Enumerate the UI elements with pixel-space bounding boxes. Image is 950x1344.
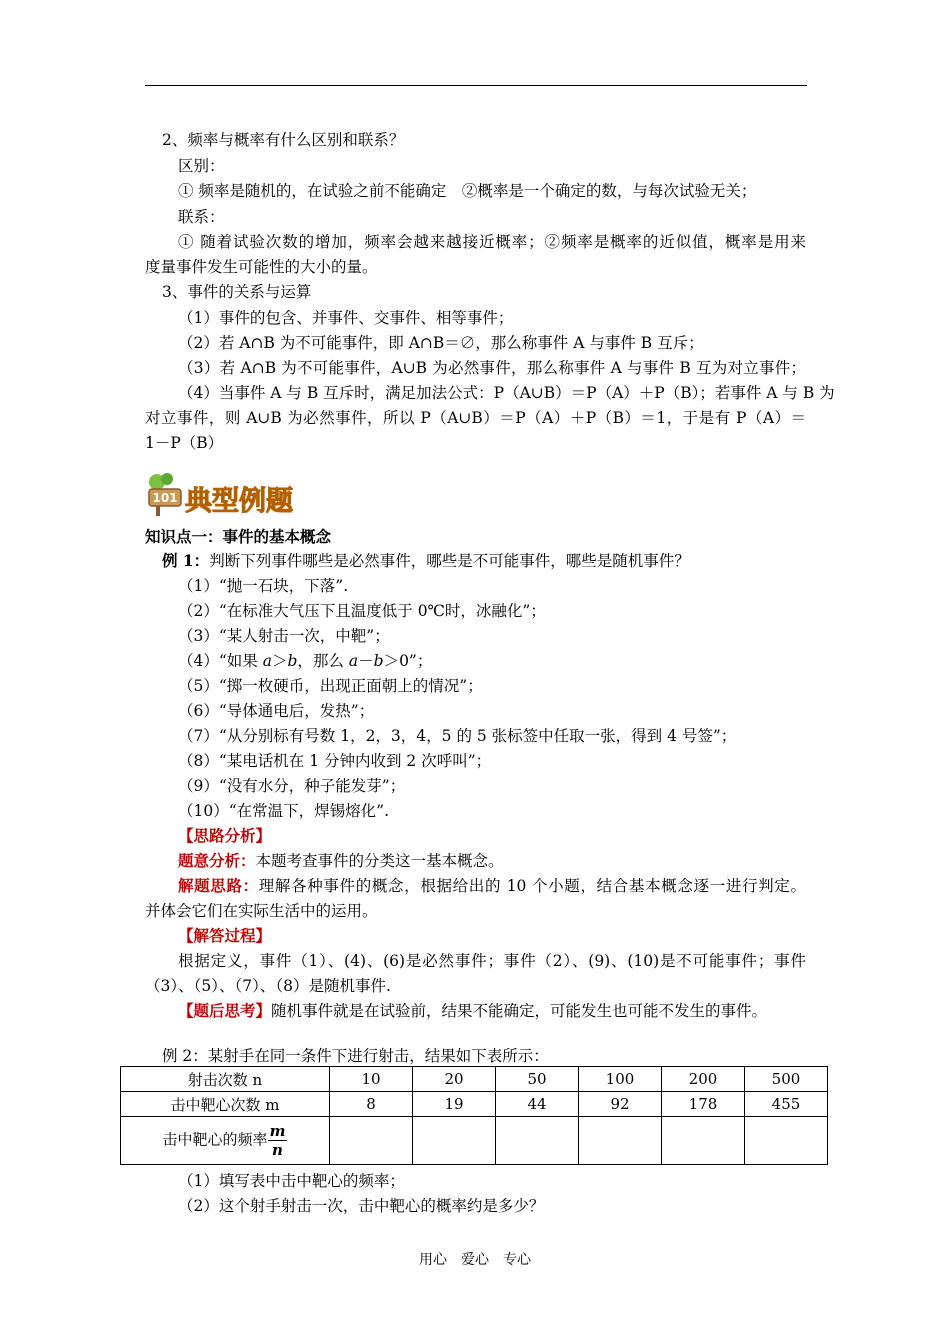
- var-a: a: [348, 652, 359, 670]
- tree-sign-icon: [143, 472, 323, 518]
- solving-idea-line1: [178, 876, 806, 896]
- table-cell-empty: [745, 1117, 828, 1165]
- example-2-question-1: （1）填写表中击中靶心的频率；: [178, 1172, 405, 1190]
- table-cell-empty: [579, 1117, 662, 1165]
- item-4-prefix: （4）“如果: [178, 652, 263, 670]
- meaning-label: 题意分析：: [178, 851, 256, 870]
- q2-link-text-line2: 度量事件发生可能性的大小的量。: [145, 258, 378, 276]
- example-1-item: （6）“导体通电后，发热”；: [178, 702, 375, 720]
- table-cell-empty: [496, 1117, 579, 1165]
- table-cell: 455: [745, 1092, 828, 1117]
- var-b: b: [373, 652, 384, 670]
- table-cell: 100: [579, 1067, 662, 1092]
- table-cell: 19: [413, 1092, 496, 1117]
- table-cell-empty: [330, 1117, 413, 1165]
- reflection: [178, 1001, 767, 1021]
- q3-item-2: （2）若 A∩B 为不可能事件，即 A∩B＝∅，那么称事件 A 与事件 B 互斥；: [178, 334, 704, 352]
- q2-link-label: 联系：: [178, 208, 225, 226]
- example-2-question-2: （2）这个射手射击一次，击中靶心的概率约是多少？: [178, 1197, 545, 1215]
- shooting-results-table: [120, 1066, 828, 1165]
- item-4-middle: ，那么: [297, 652, 349, 670]
- meaning-analysis: [178, 851, 504, 871]
- example-1-item: （7）“从分别标有号数 1，2，3，4，5 的 5 张标签中任取一张，得到 4 号签”；: [178, 727, 737, 745]
- table-row: [121, 1117, 828, 1165]
- table-cell: 178: [662, 1092, 745, 1117]
- idea-text: 理解各种事件的概念，根据给出的 10 个小题，结合基本概念逐一进行判定。: [258, 877, 806, 895]
- analysis-heading: 【思路分析】: [178, 826, 272, 845]
- table-row: [121, 1067, 828, 1092]
- solving-idea-line2: 并体会它们在实际生活中的运用。: [145, 902, 378, 920]
- table-cell: 92: [579, 1092, 662, 1117]
- q2-difference-label: 区别：: [178, 157, 225, 175]
- table-cell: 10: [330, 1067, 413, 1092]
- example-2-intro: 例 2：某射手在同一条件下进行射击，结果如下表所示：: [162, 1047, 549, 1065]
- page-footer: 用心 爱心 专心: [419, 1252, 531, 1268]
- example-1-item: （10）“在常温下，焊锡熔化”.: [178, 802, 389, 820]
- item-4-suffix: ＞0”；: [383, 652, 433, 670]
- q3-item-4-line3: 1－P（B）: [145, 434, 224, 452]
- table-cell-empty: [413, 1117, 496, 1165]
- solution-text-line1: 根据定义，事件（1）、(4)、(6)是必然事件；事件（2）、(9)、(10)是不可能事件；事件: [178, 952, 806, 970]
- example-1-item-4: [178, 651, 432, 671]
- example-1-item: （2）“在标准大气压下且温度低于 0℃时，冰融化”；: [178, 602, 546, 620]
- q2-title: 2、频率与概率有什么区别和联系？: [162, 131, 405, 149]
- fraction-numerator: m: [269, 1122, 286, 1140]
- fraction-m-over-n: [268, 1122, 288, 1159]
- var-a: a: [262, 652, 272, 670]
- table-cell-empty: [662, 1117, 745, 1165]
- table-cell: 200: [662, 1067, 745, 1092]
- table-cell: 44: [496, 1092, 579, 1117]
- table-cell: 500: [745, 1067, 828, 1092]
- q3-item-1: （1）事件的包含、并事件、交事件、相等事件；: [178, 309, 514, 327]
- example-1-item: （8）“某电话机在 1 分钟内收到 2 次呼叫”；: [178, 752, 492, 770]
- table-row-label: [121, 1117, 330, 1165]
- meaning-text: 本题考查事件的分类这一基本概念。: [255, 852, 504, 870]
- q2-link-text-line1: ① 随着试验次数的增加，频率会越来越接近概率；②频率是概率的近似值，概率是用来: [178, 233, 806, 251]
- greater-than: ＞: [271, 652, 288, 670]
- minus: －: [358, 652, 374, 670]
- typical-examples-badge: [143, 472, 323, 518]
- solution-heading: 【解答过程】: [178, 926, 272, 945]
- q3-item-3: （3）若 A∩B 为不可能事件，A∪B 为必然事件，那么称事件 A 与事件 B 互为对立事件；: [178, 359, 806, 377]
- example-1-item: （1）“抛一石块，下落”.: [178, 577, 349, 595]
- example-1-question: [162, 551, 690, 571]
- example-1-item: （9）“没有水分，种子能发芽”；: [178, 777, 406, 795]
- table-row-label: 射击次数 n: [121, 1067, 330, 1092]
- q3-item-4-line2: 对立事件，则 A∪B 为必然事件，所以 P（A∪B）＝P（A）＋P（B）＝1，于是有 P（A）＝: [145, 409, 806, 427]
- table-cell: 20: [413, 1067, 496, 1092]
- badge-number: 101: [152, 491, 178, 505]
- q3-item-4-line1: （4）当事件 A 与 B 互斥时，满足加法公式：P（A∪B）＝P（A）＋P（B）；若事件 A 与 B 为: [178, 384, 835, 402]
- q2-difference-text: ① 频率是随机的，在试验之前不能确定 ②概率是一个确定的数，与每次试验无关；: [178, 182, 757, 200]
- example-1-text: 判断下列事件哪些是必然事件，哪些是不可能事件，哪些是随机事件？: [209, 552, 690, 570]
- table-cell: 8: [330, 1092, 413, 1117]
- header-rule: [145, 85, 807, 86]
- table-cell: 50: [496, 1067, 579, 1092]
- badge-title: 典型例题: [185, 486, 293, 517]
- var-b: b: [287, 652, 298, 670]
- reflection-text: 随机事件就是在试验前，结果不能确定，可能发生也可能不发生的事件。: [271, 1002, 768, 1020]
- q3-title: 3、事件的关系与运算: [162, 283, 312, 301]
- idea-label: 解题思路：: [178, 876, 259, 895]
- fraction-denominator: n: [272, 1141, 283, 1159]
- example-1-label: 例 1：: [162, 551, 210, 570]
- table-row-label: 击中靶心次数 m: [121, 1092, 330, 1117]
- example-1-item: （5）“掷一枚硬币，出现正面朝上的情况”；: [178, 677, 483, 695]
- knowledge-point-title: 知识点一：事件的基本概念: [145, 527, 332, 546]
- example-1-item: （3）“某人射击一次，中靶”；: [178, 627, 390, 645]
- frequency-label: 击中靶心的频率: [162, 1130, 268, 1149]
- table-row: [121, 1092, 828, 1117]
- reflection-label: 【题后思考】: [178, 1001, 272, 1020]
- solution-text-line2: （3）、（5）、（7）、（8）是随机事件.: [145, 977, 391, 995]
